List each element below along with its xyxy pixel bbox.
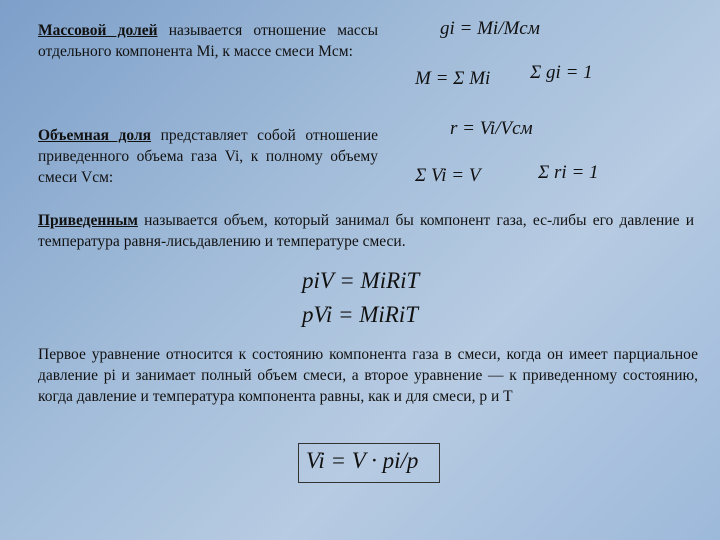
formula-reduced-state: pVi = MiRiT [302, 302, 419, 327]
text-reduced-volume: называется объем, который занимал бы компонент газа, ес-либы его давление и температура равня-лисьдавлению и температуре смеси. [38, 212, 694, 250]
formula-reduced-volume: Vi = V · pi/p [306, 448, 419, 473]
paragraph-mass-fraction [38, 20, 378, 62]
formula-mass-fraction-sum: Σ gi = 1 [530, 62, 593, 83]
formula-volume-sum: Σ Vi = V [415, 165, 481, 186]
formula-volume-fraction-sum: Σ ri = 1 [538, 162, 599, 183]
term-reduced-volume: Приведенным [38, 212, 138, 229]
paragraph-explanation: Первое уравнение относится к состоянию компонента газа в смеси, когда он имеет парциальное давление pi и занимает полный объем смеси, а второе уравнение — к приведенному состоянию, когда давление и температура компонента равны, как и для смеси, p и T [38, 346, 698, 405]
term-mass-fraction: Массовой долей [38, 22, 158, 39]
formula-mass-fraction: gi = Mi/Mсм [440, 18, 540, 39]
formula-partial-state: piV = MiRiT [302, 268, 420, 293]
formula-volume-fraction: r = Vi/Vсм [450, 118, 533, 139]
paragraph-volume-fraction [38, 125, 378, 188]
formula-mass-sum: M = Σ Mi [415, 68, 491, 89]
paragraph-reduced-volume [38, 210, 694, 252]
text-volume-fraction: представляет собой отношение приведенного объема газа Vi, к полному объему смеси Vсм: [38, 127, 378, 186]
text-mass-fraction: называется отношение массы отдельного компонента Mi, к массе смеси Mсм: [38, 22, 378, 60]
term-volume-fraction: Объемная доля [38, 127, 152, 144]
